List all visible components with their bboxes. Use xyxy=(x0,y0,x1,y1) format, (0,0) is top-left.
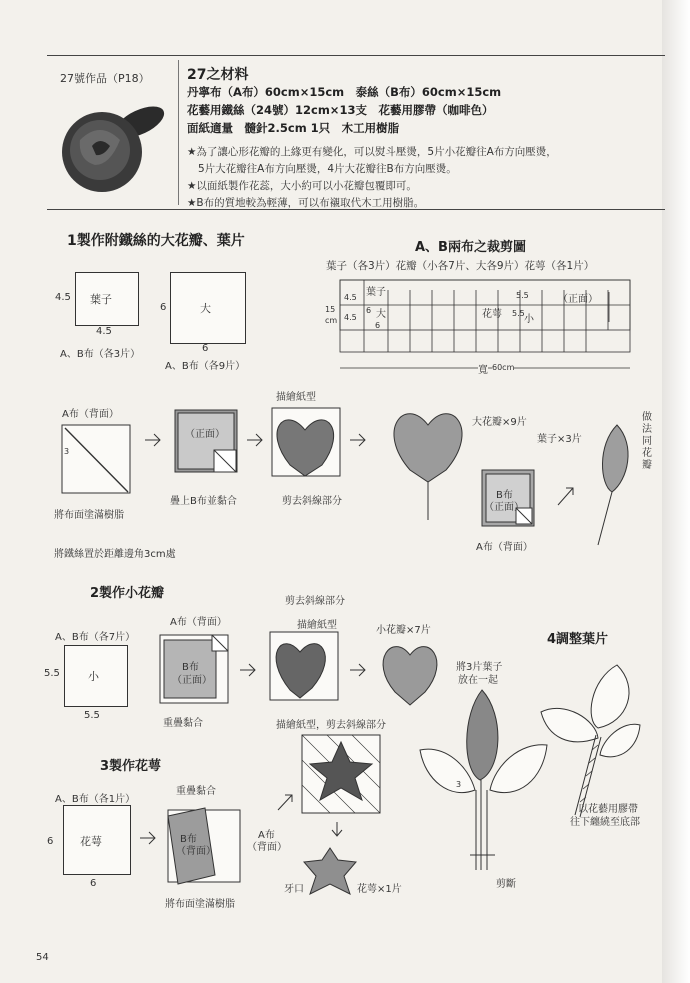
step3-slit: 牙口 xyxy=(284,884,304,895)
materials-title: 27之材料 xyxy=(187,67,249,83)
cut-d6b: 6 xyxy=(375,321,381,330)
step1-stack: 疊上B布並黏合 xyxy=(170,496,237,507)
cut-front: （正面） xyxy=(558,294,598,305)
cut-d45a: 4.5 xyxy=(344,293,357,302)
step1-b-front-a: B布 xyxy=(496,490,513,501)
step1-a-back2: A布（背面） xyxy=(476,542,533,553)
leaf-right xyxy=(490,745,547,793)
cut-width: 寬 xyxy=(478,361,488,376)
step2-b: B布 xyxy=(182,662,199,673)
materials-line-1: 丹寧布（A布）60cm×15cm 泰絲（B布）60cm×15cm xyxy=(187,85,502,99)
step4-three-a: 將3片葉子 xyxy=(456,662,503,673)
step1-a-back: A布（背面） xyxy=(62,409,119,420)
step1-leaf-count: 葉子×3片 xyxy=(537,434,582,445)
cut-w60: 60cm xyxy=(492,363,515,372)
step4-tape-a: 以花藝用膠帶 xyxy=(578,804,638,815)
step3-calyx: 花萼 xyxy=(80,835,102,848)
step3-result: 花萼×1片 xyxy=(357,884,402,895)
final-leaf-left xyxy=(541,708,598,741)
step2-title: 2製作小花瓣 xyxy=(90,586,165,601)
step1-resin: 將布面塗滿樹脂 xyxy=(54,510,124,521)
leaf-center xyxy=(467,690,498,780)
note-1b: 5片大花瓣往A布方向壓燙，4片大花瓣往B布方向壓燙。 xyxy=(198,163,457,175)
step1-title: 1製作附鐵絲的大花瓣、葉片 xyxy=(67,233,245,249)
note-3: ★B布的質地較為輕薄，可以布襯取代木工用樹脂。 xyxy=(187,197,425,209)
leaf-caption: A、B布（各3片） xyxy=(60,349,141,360)
big-caption: A、B布（各9片） xyxy=(165,361,246,372)
leaf-width: 4.5 xyxy=(96,326,112,337)
step2-h: 5.5 xyxy=(44,668,60,679)
step1-cut: 剪去斜線部分 xyxy=(282,496,342,507)
step4-cut: 剪斷 xyxy=(496,879,516,890)
cut-d55b: 5.5 xyxy=(512,309,525,318)
final-leaf-right xyxy=(600,724,640,757)
step2-small: 小 xyxy=(88,670,99,683)
materials-line-2: 花藝用鐵絲（24號）12cm×13支 花藝用膠帶（咖啡色） xyxy=(187,103,494,117)
step3-glue: 重疊黏合 xyxy=(176,786,216,797)
step1-wire-note: 將鐵絲置於距離邊角3cm處 xyxy=(54,549,176,560)
cut-leaf: 葉子 xyxy=(366,287,386,298)
step1-paper: 描繪紙型 xyxy=(276,392,316,403)
step3-w: 6 xyxy=(90,878,97,889)
step3-b: B布 xyxy=(180,834,197,845)
materials-line-3: 面紙適量 髓針2.5cm 1只 木工用樹脂 xyxy=(187,121,400,135)
cut-cm: cm xyxy=(325,316,338,325)
step2-result: 小花瓣×7片 xyxy=(376,625,431,636)
step2-glue: 重疊黏合 xyxy=(163,718,203,729)
step3-a-back: （背面） xyxy=(247,842,287,853)
step3-resin: 將布面塗滿樹脂 xyxy=(165,899,235,910)
cut-calyx: 花萼 xyxy=(482,309,502,320)
cut-d55a: 5.5 xyxy=(516,291,529,300)
cut-big: 大 xyxy=(376,309,386,320)
step3-h: 6 xyxy=(47,836,54,847)
step4-three-b: 放在一起 xyxy=(458,675,498,686)
step1-b-front-b: （正面） xyxy=(484,502,524,513)
step4-dim3: 3 xyxy=(456,780,462,789)
step3-paper-cut: 描繪紙型，剪去斜線部分 xyxy=(276,720,386,731)
leaf-height: 4.5 xyxy=(55,292,71,303)
step2-cut: 剪去斜線部分 xyxy=(285,596,345,607)
work-number: 27號作品（P18） xyxy=(60,72,150,85)
step1-dim3: 3 xyxy=(64,447,70,456)
cut-d6a: 6 xyxy=(366,306,372,315)
note-2: ★以面紙製作花蕊，大小約可以小花瓣包覆即可。 xyxy=(187,180,417,192)
leaf-left xyxy=(420,749,475,792)
step2-a-back: A布（背面） xyxy=(170,617,227,628)
step2-w: 5.5 xyxy=(84,710,100,721)
step4-title: 4調整葉片 xyxy=(547,632,609,647)
final-leaf-top xyxy=(591,665,629,728)
big-width: 6 xyxy=(202,343,209,354)
page-number: 54 xyxy=(36,952,49,963)
cut-d15: 15 xyxy=(325,305,336,314)
step3-title: 3製作花萼 xyxy=(100,759,162,774)
step2-paper: 描繪紙型 xyxy=(297,620,337,631)
step4-tape-b: 往下纏繞至底部 xyxy=(570,817,640,828)
big-label: 大 xyxy=(200,302,211,315)
cutting-title: A、B兩布之裁剪圖 xyxy=(415,240,526,255)
step2-caption: A、B布（各7片） xyxy=(55,632,136,643)
step1-front: （正面） xyxy=(185,429,225,440)
cut-small: 小 xyxy=(524,314,534,325)
step3-b-back: （背面） xyxy=(176,846,216,857)
cut-d45b: 4.5 xyxy=(344,313,357,322)
note-1a: ★為了讓心形花瓣的上緣更有變化，可以熨斗壓燙，5片小花瓣往A布方向壓燙， xyxy=(187,146,557,158)
cutting-subtitle: 葉子（各3片）花瓣（小各7片、大各9片）花萼（各1片） xyxy=(326,260,595,272)
step3-caption: A、B布（各1片） xyxy=(55,794,136,805)
leaf-label: 葉子 xyxy=(90,293,112,306)
big-height: 6 xyxy=(160,302,167,313)
step1-big-petal: 大花瓣×9片 xyxy=(472,417,527,428)
step2-front: （正面） xyxy=(172,675,212,686)
step3-a: A布 xyxy=(258,830,275,841)
step1-same-method: 做法同花瓣 xyxy=(642,412,652,471)
